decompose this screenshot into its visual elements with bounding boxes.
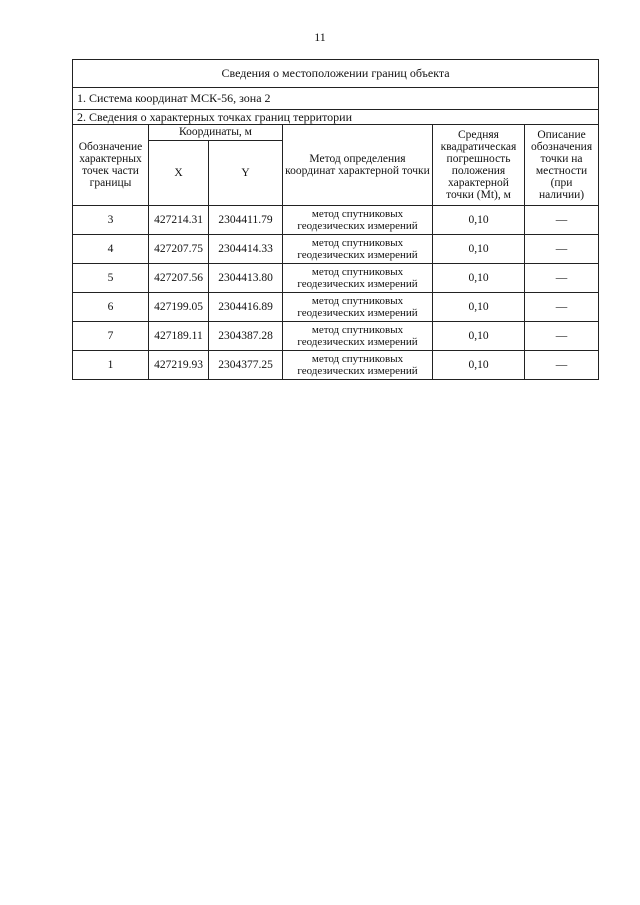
x-cell: 427207.75 [149, 235, 209, 264]
header-y: Y [209, 141, 283, 206]
table-row [73, 206, 599, 235]
point-cell: 3 [73, 206, 149, 235]
coordinate-system-row: 1. Система координат МСК-56, зона 2 [73, 88, 599, 110]
method-line-2: геодезических измерений [297, 307, 418, 319]
characteristic-points-section-row: 2. Сведения о характерных точках границ территории [73, 110, 599, 125]
boundary-coordinates-table [72, 59, 599, 380]
x-cell: 427214.31 [149, 206, 209, 235]
x-cell: 427189.11 [149, 322, 209, 351]
method-line-2: геодезических измерений [297, 365, 418, 377]
table-title: Сведения о местоположении границ объекта [73, 60, 599, 88]
method-line-2: геодезических измерений [297, 336, 418, 348]
y-cell: 2304411.79 [209, 206, 283, 235]
table-row [73, 293, 599, 322]
table-row [73, 351, 599, 380]
header-coordinates: Координаты, м [149, 125, 283, 141]
table-row [73, 322, 599, 351]
description-cell: — [525, 264, 599, 293]
point-cell: 1 [73, 351, 149, 380]
description-cell: — [525, 351, 599, 380]
method-line-1: метод спутниковых [311, 266, 404, 278]
method-line-1: метод спутниковых [311, 324, 404, 336]
y-cell: 2304414.33 [209, 235, 283, 264]
method-cell [283, 235, 433, 264]
accuracy-cell: 0,10 [433, 322, 525, 351]
y-cell: 2304387.28 [209, 322, 283, 351]
description-cell: — [525, 206, 599, 235]
description-cell: — [525, 322, 599, 351]
table-row [73, 235, 599, 264]
method-cell [283, 322, 433, 351]
x-cell: 427199.05 [149, 293, 209, 322]
method-cell [283, 264, 433, 293]
accuracy-cell: 0,10 [433, 264, 525, 293]
header-point-designation: Обозначение характерных точек части границы [73, 125, 149, 206]
y-cell: 2304416.89 [209, 293, 283, 322]
method-line-1: метод спутниковых [311, 295, 404, 307]
header-x: X [149, 141, 209, 206]
header-accuracy: Средняя квадратическая погрешность положения характерной точки (Mt), м [433, 125, 525, 206]
description-cell: — [525, 235, 599, 264]
accuracy-cell: 0,10 [433, 293, 525, 322]
method-line-2: геодезических измерений [297, 278, 418, 290]
method-line-1: метод спутниковых [311, 208, 404, 220]
description-cell: — [525, 293, 599, 322]
x-cell: 427219.93 [149, 351, 209, 380]
accuracy-cell: 0,10 [433, 351, 525, 380]
method-line-1: метод спутниковых [311, 353, 404, 365]
accuracy-cell: 0,10 [433, 206, 525, 235]
point-cell: 4 [73, 235, 149, 264]
y-cell: 2304413.80 [209, 264, 283, 293]
method-cell [283, 351, 433, 380]
method-line-2: геодезических измерений [297, 220, 418, 232]
point-cell: 5 [73, 264, 149, 293]
header-method: Метод определения координат характерной точки [283, 125, 433, 206]
x-cell: 427207.56 [149, 264, 209, 293]
point-cell: 7 [73, 322, 149, 351]
method-line-1: метод спутниковых [311, 237, 404, 249]
method-line-2: геодезических измерений [297, 249, 418, 261]
accuracy-cell: 0,10 [433, 235, 525, 264]
page-number: 11 [314, 30, 326, 44]
point-cell: 6 [73, 293, 149, 322]
table-row [73, 264, 599, 293]
header-description: Описание обозначения точки на местности (при наличии) [525, 125, 599, 206]
y-cell: 2304377.25 [209, 351, 283, 380]
method-cell [283, 206, 433, 235]
method-cell [283, 293, 433, 322]
